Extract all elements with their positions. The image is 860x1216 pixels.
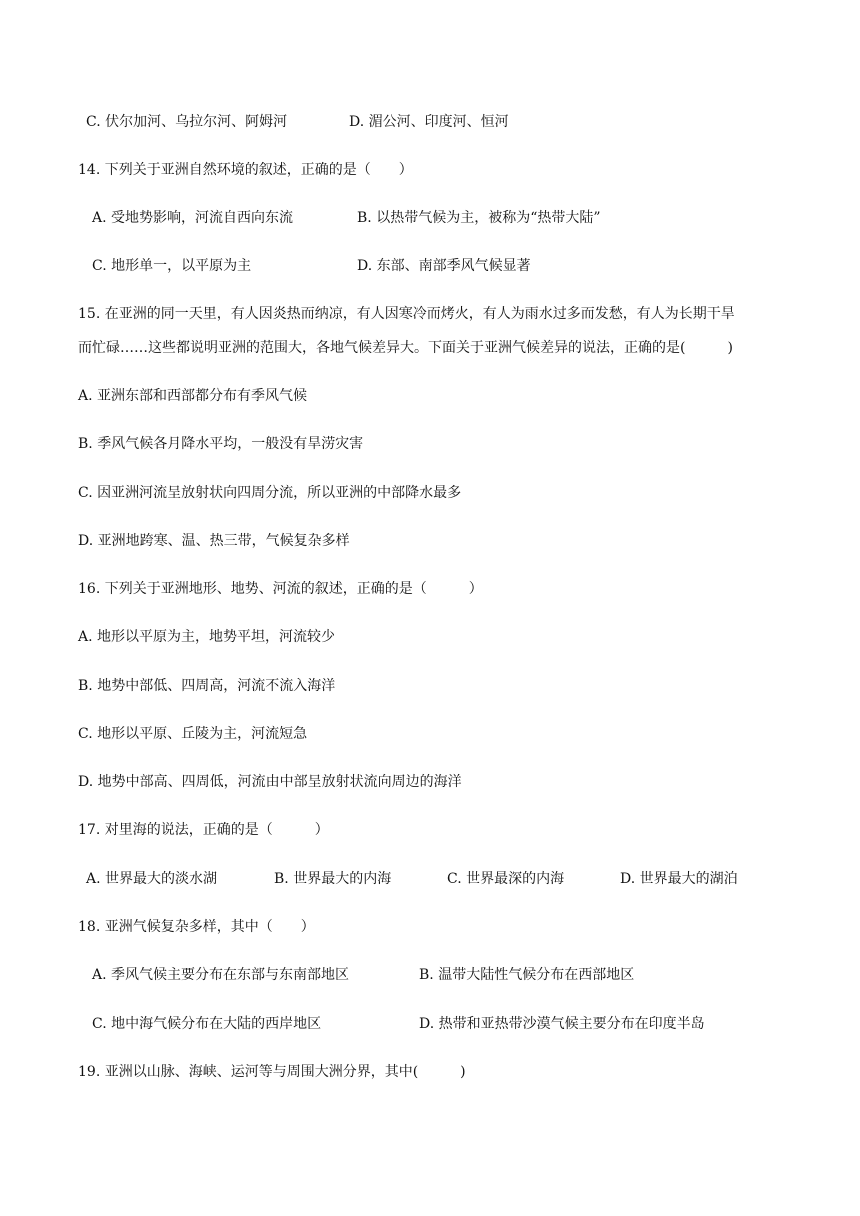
- q15-option-a: A. 亚洲东部和西部都分布有季风气候: [78, 388, 308, 404]
- q16-stem: 16. 下列关于亚洲地形、地势、河流的叙述，正确的是（ ）: [78, 581, 483, 597]
- q16-option-d: D. 地势中部高、四周低，河流由中部呈放射状流向周边的海洋: [78, 774, 462, 790]
- q17-stem: 17. 对里海的说法，正确的是（ ）: [78, 822, 329, 838]
- q18-option-d: D. 热带和亚热带沙漠气候主要分布在印度半岛: [419, 1016, 705, 1032]
- q15-option-c: C. 因亚洲河流呈放射状向四周分流，所以亚洲的中部降水最多: [78, 485, 462, 501]
- q17-option-a: A. 世界最大的淡水湖: [86, 871, 218, 887]
- q16-option-b: B. 地势中部低、四周高，河流不流入海洋: [78, 678, 336, 694]
- q19-stem: 19. 亚洲以山脉、海峡、运河等与周围大洲分界，其中( ): [78, 1064, 466, 1080]
- q13-option-d: D. 湄公河、印度河、恒河: [349, 114, 509, 130]
- q14-stem: 14. 下列关于亚洲自然环境的叙述，正确的是（ ）: [78, 162, 413, 178]
- q15-option-b: B. 季风气候各月降水平均，一般没有旱涝灾害: [78, 436, 364, 452]
- q16-option-a: A. 地形以平原为主，地势平坦，河流较少: [78, 629, 336, 645]
- q18-option-b: B. 温带大陆性气候分布在西部地区: [419, 967, 635, 983]
- q16-option-c: C. 地形以平原、丘陵为主，河流短急: [78, 726, 308, 742]
- q17-option-b: B. 世界最大的内海: [274, 871, 392, 887]
- q17-option-d: D. 世界最大的湖泊: [620, 871, 738, 887]
- q14-option-b: B. 以热带气候为主，被称为“热带大陆”: [357, 210, 601, 226]
- q18-option-a: A. 季风气候主要分布在东部与东南部地区: [92, 967, 350, 983]
- q14-option-c: C. 地形单一，以平原为主: [92, 258, 252, 274]
- q18-stem: 18. 亚洲气候复杂多样，其中（ ）: [78, 919, 315, 935]
- q17-option-c: C. 世界最深的内海: [447, 871, 565, 887]
- q15-stem-line-2: 而忙碌……这些都说明亚洲的范围大，各地气候差异大。下面关于亚洲气候差异的说法，正确的是( ): [78, 340, 733, 356]
- q15-stem-line-1: 15. 在亚洲的同一天里，有人因炎热而纳凉，有人因寒冷而烤火，有人为雨水过多而发愁，有人为长期干旱: [78, 306, 735, 322]
- q15-option-d: D. 亚洲地跨寒、温、热三带，气候复杂多样: [78, 533, 350, 549]
- q18-option-c: C. 地中海气候分布在大陆的西岸地区: [92, 1016, 322, 1032]
- q14-option-a: A. 受地势影响，河流自西向东流: [92, 210, 294, 226]
- q14-option-d: D. 东部、南部季风气候显著: [357, 258, 531, 274]
- q13-option-c: C. 伏尔加河、乌拉尔河、阿姆河: [86, 114, 288, 130]
